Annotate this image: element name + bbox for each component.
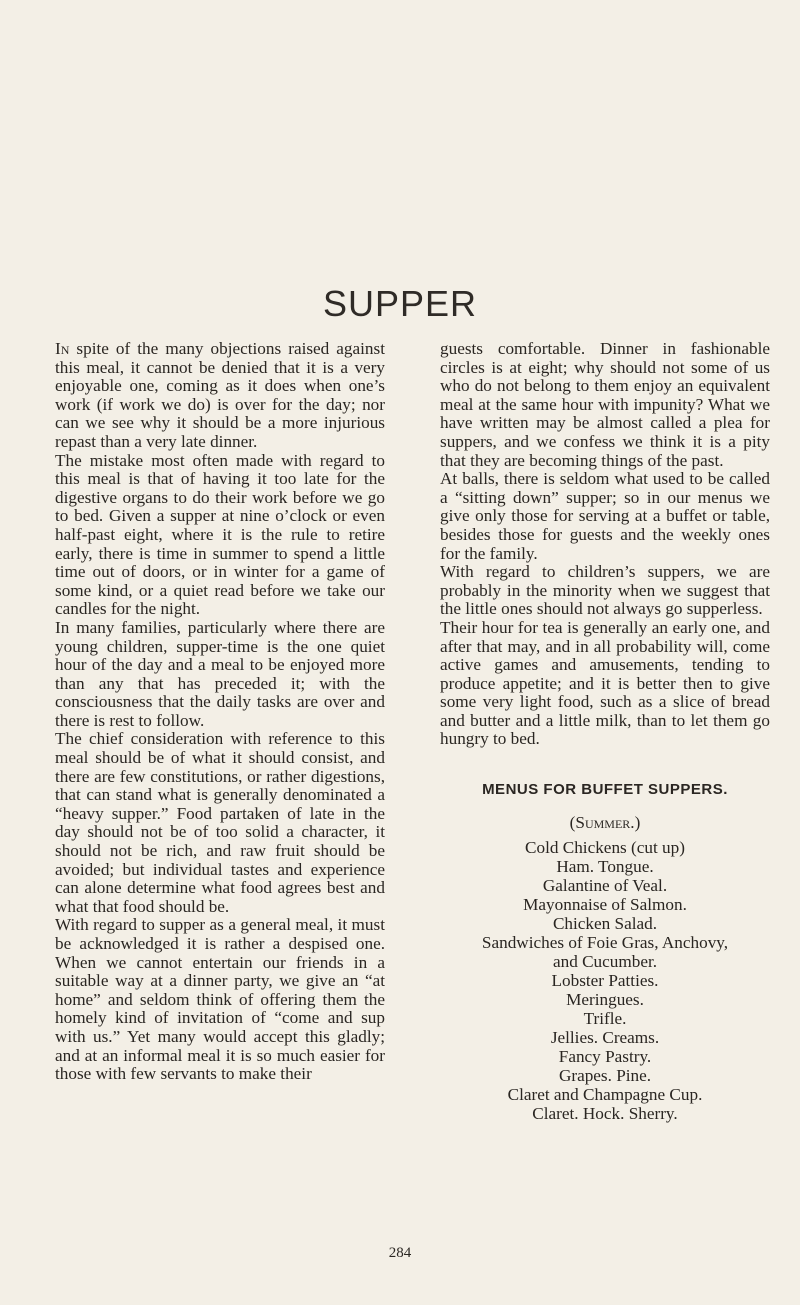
paragraph-lead: In	[55, 339, 70, 358]
paragraph: guests comfortable. Dinner in fashionable circles is at eight; why should not some of us who do not belong to them enjoy an equivalent meal at the same hour with impunity? What we have written may be almost called a plea for suppers, and we confess we think it is a pity that they are becoming things of the past.	[440, 339, 770, 470]
paragraph: At balls, there is seldom what used to be called a “sitting down” supper; so in our menus we give only those for serving at a buffet or table, besides those for guests and the weekly ones for the family.	[440, 469, 770, 563]
chapter-title: SUPPER	[322, 283, 478, 324]
paragraph-text: spite of the many objections raised against this meal, it cannot be denied that it is a very enjoyable one, coming as it does when one’s work (if work we do) is over for the day; nor can we see why it should be a more injurious repast than a very late dinner.	[55, 339, 385, 451]
menu-item: Chicken Salad.	[552, 914, 658, 934]
menu-item: Sandwiches of Foie Gras, Anchovy,	[481, 933, 729, 953]
left-column	[55, 340, 385, 1084]
menu-item: Cold Chickens (cut up)	[525, 838, 685, 858]
paragraph: With regard to supper as a general meal, it must be acknowledged it is rather a despised one. When we cannot entertain our friends in a suitable way at a dinner party, we give an “at home” and seldom think of offering them the homely kind of invitation of “come and sup with us.” Yet many would accept this gladly; and at an informal meal it is so much easier for those with few servants to make their	[55, 915, 385, 1084]
page-number: 284	[388, 1245, 412, 1261]
paragraph: The mistake most often made with regard to this meal is that of having it too late for the digestive organs to do their work before we go to bed. Given a supper at nine o’clock or even half-past eight, where it is the rule to retire early, there is time in summer to spend a little time out of doors, or in winter for a game of some kind, or a quiet read before we take our candles for the night.	[55, 450, 385, 619]
menu-season: (Summer.)	[569, 812, 641, 832]
menu-list	[440, 838, 770, 1123]
menu-item: Meringues.	[566, 990, 644, 1010]
menu-item: Fancy Pastry.	[558, 1047, 652, 1067]
menu-item: Galantine of Veal.	[542, 876, 668, 896]
menu-item: and Cucumber.	[552, 952, 658, 972]
paragraph: With regard to children’s suppers, we are probably in the minority when we suggest that the little ones should not always go supperless.	[440, 562, 770, 619]
menu-item: Claret. Hock. Sherry.	[532, 1104, 678, 1124]
paragraph: In many families, particularly where there are young children, supper-time is the one quiet hour of the day and a meal to be enjoyed more than any that has preceded it; with the consciousness that the daily tasks are over and there is rest to follow.	[55, 617, 385, 730]
menu-item: Trifle.	[583, 1009, 627, 1029]
menu-item: Grapes. Pine.	[558, 1066, 652, 1086]
right-column	[440, 340, 770, 1123]
paragraph: The chief consideration with reference to this meal should be of what it should consist, and there are few constitutions, or rather digestions, that can stand what is generally denominated a “heavy supper.” Food partaken of late in the day should not be of too solid a character, it should not be rich, and raw fruit should be avoided; but individual tastes and experience can alone determine what food agrees best and what that food should be.	[55, 729, 385, 916]
menu-heading: MENUS FOR BUFFET SUPPERS.	[482, 781, 728, 799]
paragraph: Their hour for tea is generally an early one, and after that may, and in all probability will, come active games and amusements, tending to produce appetite; and it is better then to give some very light food, such as a slice of bread and butter and a little milk, than to let them go hungry to bed.	[440, 617, 770, 749]
menu-item: Mayonnaise of Salmon.	[523, 895, 687, 915]
menu-item: Ham. Tongue.	[556, 857, 654, 877]
paragraph	[55, 340, 385, 452]
menu-item: Lobster Patties.	[551, 971, 659, 991]
menu-item: Claret and Champagne Cup.	[507, 1085, 703, 1105]
menu-item: Jellies. Creams.	[550, 1028, 660, 1048]
